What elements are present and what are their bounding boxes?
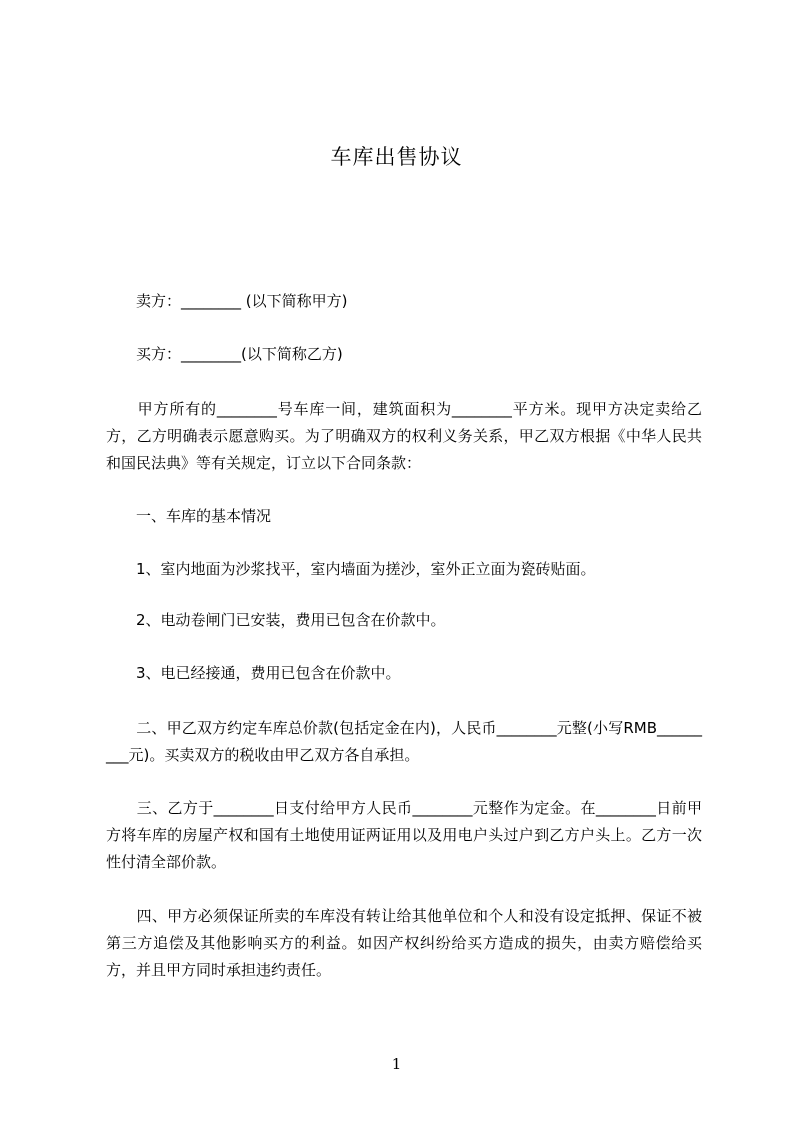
clause-item-1: 1、室内地面为沙浆找平，室内墙面为搓沙，室外正立面为瓷砖贴面。: [106, 560, 596, 578]
clause-item-2: 2、电动卷闸门已安装，费用已包含在价款中。: [106, 611, 446, 629]
preamble-paragraph: 甲方所有的________号车库一间，建筑面积为________平方米。现甲方决定卖给乙方，乙方明确表示愿意购买。为了明确双方的权利义务关系，甲乙双方根据《中华人民共和国民法典》等有关规定，订立以下合同条款：: [106, 400, 702, 472]
document-title: 车库出售协议: [330, 145, 463, 169]
page-number: 1: [391, 1055, 402, 1073]
seller-line: 卖方：________ (以下简称甲方): [106, 292, 348, 310]
section-heading-basic-info: 一、车库的基本情况: [106, 507, 272, 525]
clause-warranty: 四、甲方必须保证所卖的车库没有转让给其他单位和个人和没有设定抵押、保证不被第三方追偿及其他影响买方的利益。如因产权纠纷给买方造成的损失，由卖方赔偿给买方，并且甲方同时承担违约责任。: [106, 907, 702, 979]
buyer-line: 买方：________(以下简称乙方): [106, 345, 343, 363]
clause-item-3: 3、电已经接通，费用已包含在价款中。: [106, 664, 401, 682]
clause-price: 二、甲乙双方约定车库总价款(包括定金在内)，人民币________元整(小写RMB_________元)。买卖双方的税收由甲乙双方各自承担。: [106, 719, 702, 764]
clause-payment: 三、乙方于________日支付给甲方人民币________元整作为定金。在________日前甲方将车库的房屋产权和国有土地使用证两证用以及用电户头过户到乙方户头上。乙方一次性付清全部价款。: [106, 799, 702, 871]
